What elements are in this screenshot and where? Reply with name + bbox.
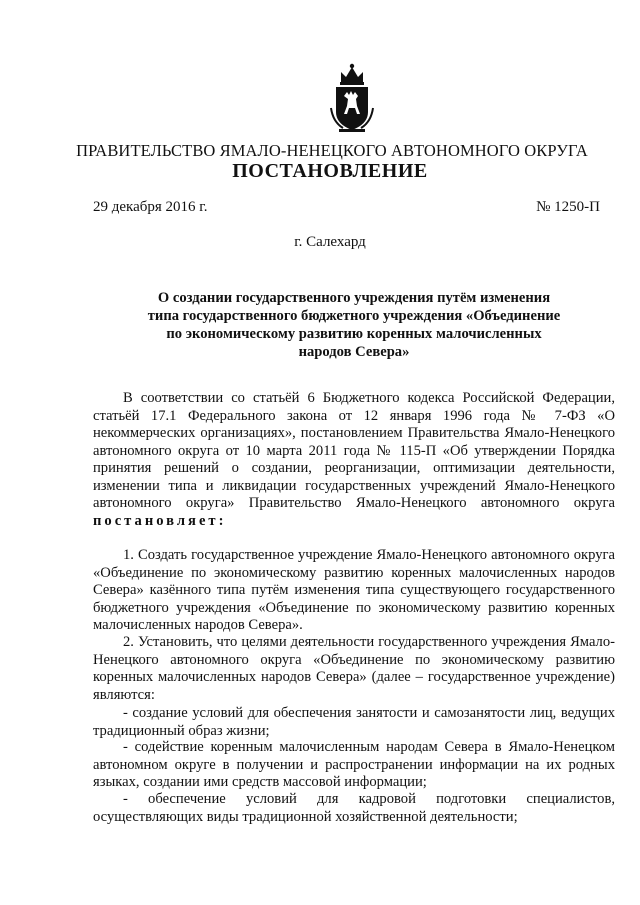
decree-subitem: - создание условий для обеспечения занятости и самозанятости лиц, ведущих традиционный образ жизни; bbox=[93, 705, 615, 739]
title-line: по экономическому развитию коренных малочисленных bbox=[166, 326, 542, 342]
preamble-text: В соответствии со статьёй 6 Бюджетного кодекса Российской Федерации, статьёй 17.1 Федерального закона от 12 января 1996 года № 7-ФЗ «О некоммерческих организациях», постановлением Правительства Ямало-Ненецкого автономного округа от 10 марта 2011 года № 115-П «Об утверждении Порядка принятия решений о создании, реорганизации, оптимизации деятельности, изменении типа и ликвидации государственных учреждений Ямало-Ненецкого автономного округа» Правительство Ямало-Ненецкого автономного округа bbox=[93, 390, 615, 511]
decree-item-1: 1. Создать государственное учреждение Ямало-Ненецкого автономного округа «Объединение по экономическому развитию коренных малочисленных народов Севера» казённого типа путём изменения типа существующего государственного бюджетного учреждения «Объединение по экономическому развитию коренных малочисленных народов Севера». bbox=[93, 547, 615, 633]
decree-item-2: 2. Установить, что целями деятельности государственного учреждения Ямало-Ненецкого автономного округа «Объединение по экономическому развитию коренных малочисленных народов Севера» (далее – государственное учреждение) являются: bbox=[93, 634, 615, 703]
document-date: 29 декабря 2016 г. bbox=[93, 199, 208, 215]
government-name: ПРАВИТЕЛЬСТВО ЯМАЛО-НЕНЕЦКОГО АВТОНОМНОГО ОКРУГА bbox=[76, 141, 588, 160]
document-type: ПОСТАНОВЛЕНИЕ bbox=[232, 160, 428, 182]
title-line: типа государственного бюджетного учреждения «Объединение bbox=[147, 308, 561, 324]
document-title bbox=[100, 289, 608, 361]
title-line: О создании государственного учреждения путём изменения bbox=[157, 290, 551, 306]
document-number: № 1250-П bbox=[536, 199, 600, 215]
coat-of-arms-emblem bbox=[327, 62, 377, 134]
decree-word: постановляет: bbox=[93, 512, 227, 529]
preamble-paragraph bbox=[93, 390, 615, 530]
title-line: народов Севера» bbox=[298, 344, 410, 360]
document-city: г. Салехард bbox=[294, 234, 366, 250]
decree-subitem: - обеспечение условий для кадровой подготовки специалистов, осуществляющих виды традиционной хозяйственной деятельности; bbox=[93, 791, 615, 825]
decree-subitem: - содействие коренным малочисленным народам Севера в Ямало-Ненецком автономном округе в получении и распространении информации на их родных языках, создании ими средств массовой информации; bbox=[93, 739, 615, 790]
